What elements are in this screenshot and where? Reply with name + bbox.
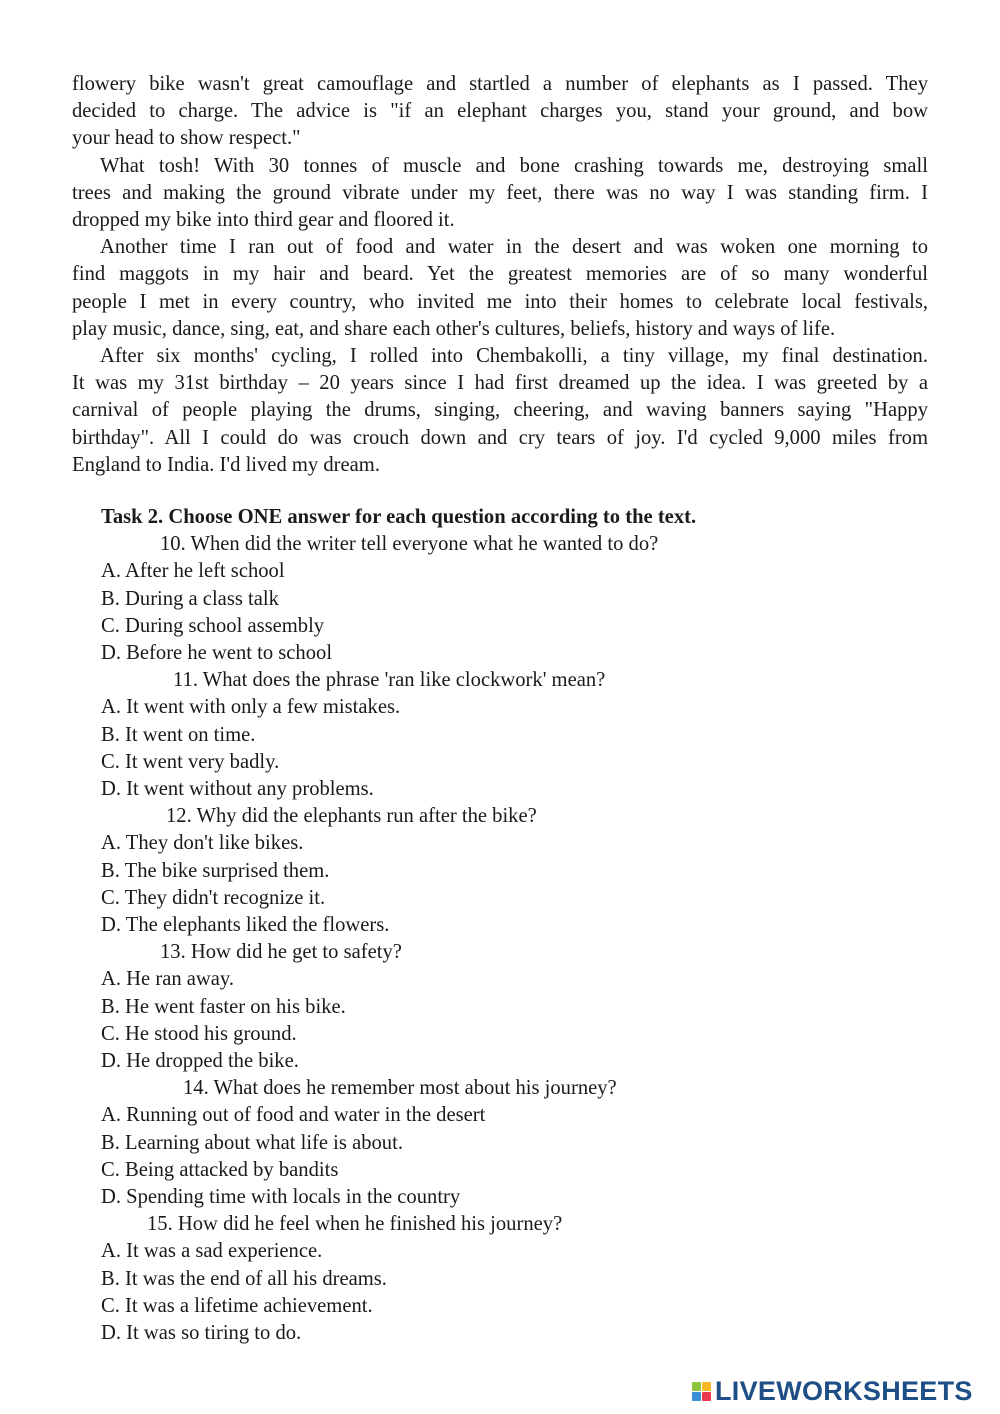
- question-block: [72, 667, 932, 803]
- answer-option[interactable]: D. It was so tiring to do.: [101, 1322, 302, 1345]
- answer-option[interactable]: C. Being attacked by bandits: [101, 1158, 339, 1181]
- question-text: 13. How did he get to safety?: [160, 941, 402, 964]
- question-text: 11. What does the phrase 'ran like clockwork' mean?: [173, 669, 606, 692]
- paragraph-line: your head to show respect.": [72, 127, 301, 150]
- answer-option[interactable]: A. It went with only a few mistakes.: [101, 696, 401, 719]
- answer-option[interactable]: C. They didn't recognize it.: [101, 886, 326, 909]
- answer-option[interactable]: A. It was a sad experience.: [101, 1240, 323, 1263]
- logo-block: [702, 1382, 711, 1391]
- answer-option[interactable]: B. Learning about what life is about.: [101, 1131, 403, 1154]
- logo-blocks-icon: [692, 1382, 711, 1401]
- answer-option[interactable]: D. It went without any problems.: [101, 778, 374, 801]
- answer-option[interactable]: D. He dropped the bike.: [101, 1050, 299, 1073]
- paragraph-line: find maggots in my hair and beard. Yet the greatest memories are of so many wonderful: [72, 263, 928, 286]
- paragraph-line: flowery bike wasn't great camouflage and startled a number of elephants as I passed. They: [72, 73, 928, 95]
- paragraph: [72, 153, 928, 235]
- logo-text: LIVEWORKSHEETS: [715, 1376, 973, 1406]
- answer-option[interactable]: A. After he left school: [101, 560, 285, 583]
- answer-option[interactable]: A. Running out of food and water in the desert: [101, 1104, 486, 1127]
- question-text: 10. When did the writer tell everyone what he wanted to do?: [160, 533, 659, 556]
- answer-option[interactable]: A. He ran away.: [101, 968, 235, 991]
- task-2: [72, 504, 932, 1347]
- logo-block: [692, 1382, 701, 1391]
- answer-option[interactable]: B. During a class talk: [101, 587, 279, 610]
- answer-option[interactable]: B. The bike surprised them.: [101, 859, 330, 882]
- paragraph-line: What tosh! With 30 tonnes of muscle and bone crashing towards me, destroying small: [100, 154, 928, 177]
- answer-option[interactable]: B. It was the end of all his dreams.: [101, 1267, 387, 1290]
- reading-passage: [72, 71, 928, 479]
- paragraph-line: It was my 31st birthday – 20 years since I had first dreamed up the idea. I was greeted by a: [72, 372, 928, 395]
- paragraph-line: dropped my bike into third gear and floored it.: [72, 209, 455, 232]
- paragraph-line: carnival of people playing the drums, singing, cheering, and waving banners saying "Happy: [72, 399, 928, 422]
- question-text: 15. How did he feel when he finished his journey?: [147, 1213, 563, 1236]
- question-block: [72, 1211, 932, 1347]
- answer-option[interactable]: C. During school assembly: [101, 614, 325, 637]
- question-text: 12. Why did the elephants run after the bike?: [166, 805, 537, 828]
- paragraph: [72, 71, 928, 153]
- answer-option[interactable]: A. They don't like bikes.: [101, 832, 304, 855]
- task-title: Task 2. Choose ONE answer for each question according to the text.: [101, 506, 697, 528]
- answer-option[interactable]: D. Spending time with locals in the country: [101, 1186, 461, 1209]
- question-block: [72, 939, 932, 1075]
- question-list: [72, 531, 932, 1347]
- paragraph-line: play music, dance, sing, eat, and share each other's cultures, beliefs, history and ways of life.: [72, 317, 836, 340]
- answer-option[interactable]: B. It went on time.: [101, 723, 256, 746]
- question-block: [72, 531, 932, 667]
- answer-option[interactable]: C. He stood his ground.: [101, 1022, 297, 1045]
- answer-option[interactable]: D. The elephants liked the flowers.: [101, 914, 390, 937]
- answer-option[interactable]: B. He went faster on his bike.: [101, 995, 346, 1018]
- answer-option[interactable]: C. It was a lifetime achievement.: [101, 1294, 373, 1317]
- question-block: [72, 1075, 932, 1211]
- answer-option[interactable]: C. It went very badly.: [101, 750, 280, 773]
- paragraph-line: people I met in every country, who invited me into their homes to celebrate local festivals,: [72, 290, 928, 313]
- paragraph-line: Another time I ran out of food and water in the desert and was woken one morning to: [100, 236, 928, 259]
- liveworksheets-logo: [692, 1376, 973, 1407]
- paragraph: [72, 234, 928, 343]
- logo-block: [702, 1392, 711, 1401]
- paragraph: [72, 343, 928, 479]
- paragraph-line: decided to charge. The advice is "if an elephant charges you, stand your ground, and bow: [72, 100, 928, 123]
- paragraph-line: birthday". All I could do was crouch down and cry tears of joy. I'd cycled 9,000 miles from: [72, 426, 928, 449]
- answer-option[interactable]: D. Before he went to school: [101, 642, 333, 665]
- question-block: [72, 803, 932, 939]
- paragraph-line: trees and making the ground vibrate under my feet, there was no way I was standing firm. I: [72, 181, 928, 204]
- question-text: 14. What does he remember most about his journey?: [183, 1077, 617, 1100]
- logo-block: [692, 1392, 701, 1401]
- paragraph-line: After six months' cycling, I rolled into Chembakolli, a tiny village, my final destination.: [100, 345, 928, 368]
- paragraph-line: England to India. I'd lived my dream.: [72, 453, 380, 476]
